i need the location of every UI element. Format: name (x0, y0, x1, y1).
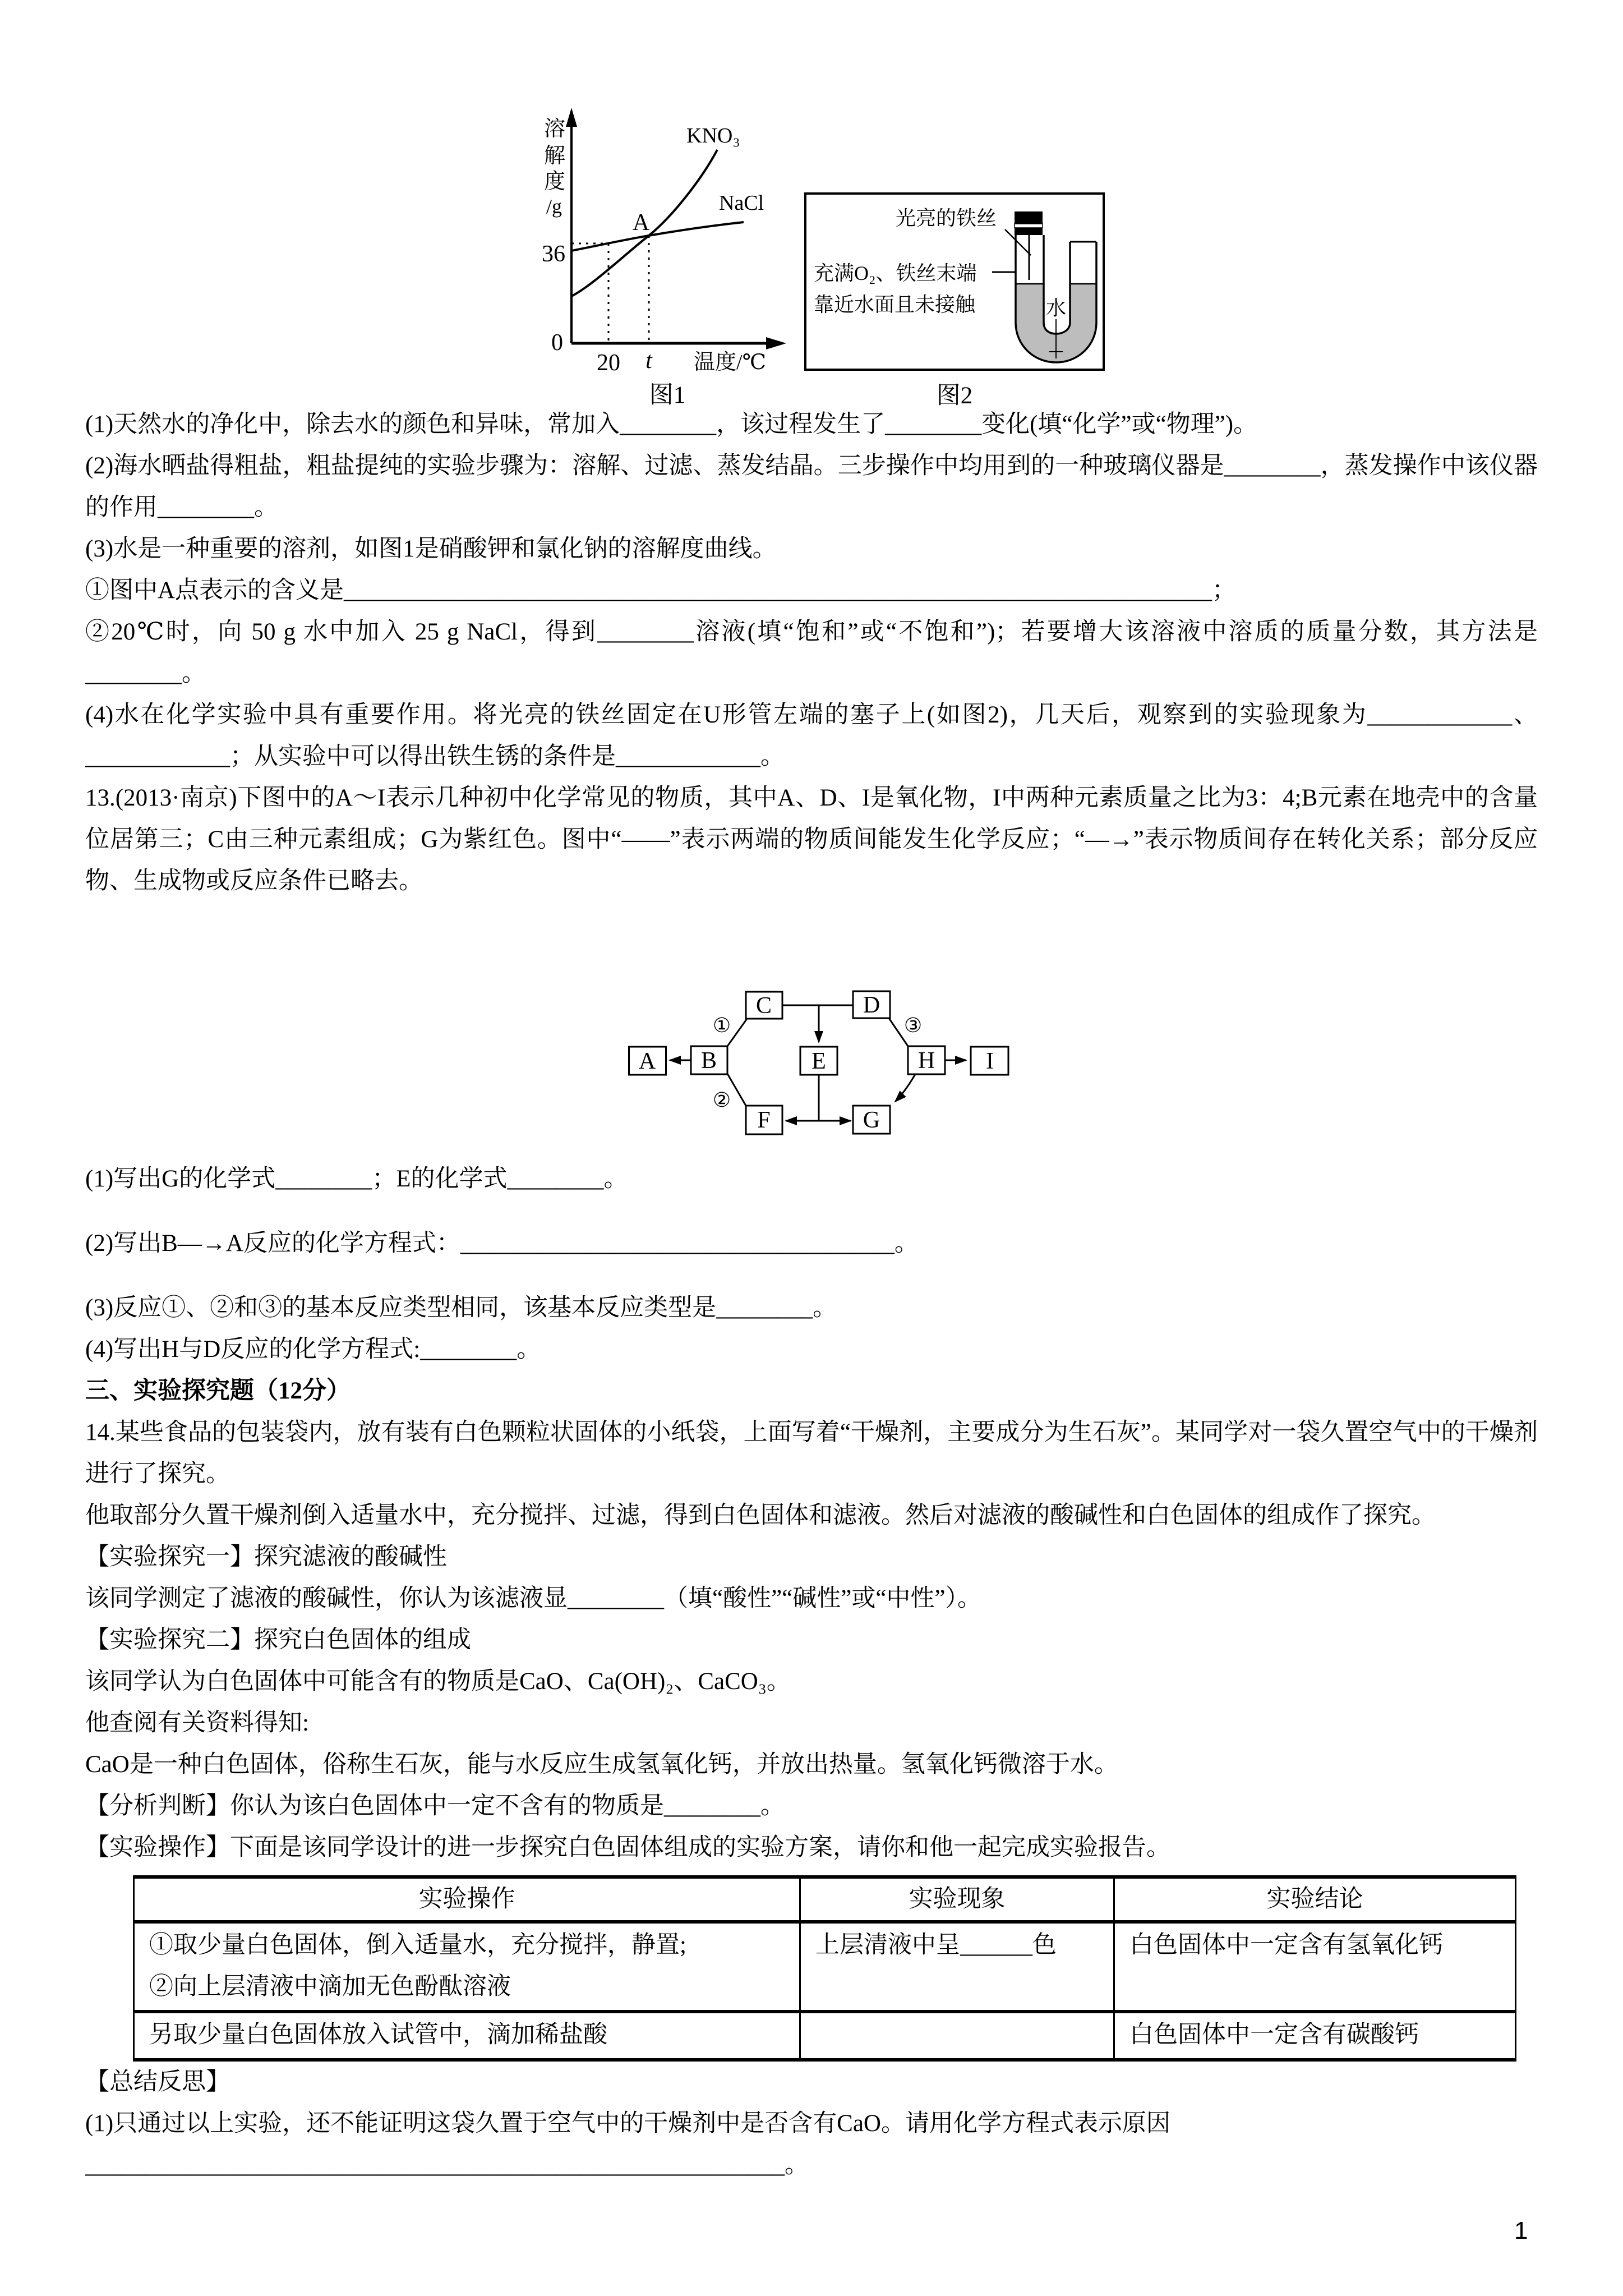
origin-0: 0 (551, 330, 563, 356)
figure-1-caption: 图1 (649, 382, 686, 408)
q12-part2: (2)海水晒盐得粗盐，粗盐提纯的实验步骤为：溶解、过滤、蒸发结晶。三步操作中均用到的一种玻璃仪器是________，蒸发操作中该仪器的作用________。 (85, 453, 1538, 521)
column-header-operation: 实验操作 (134, 1877, 800, 1922)
column-header-conclusion: 实验结论 (1114, 1877, 1516, 1922)
wire-label: 光亮的铁丝 (896, 207, 997, 229)
stopper-bottom (1015, 228, 1043, 235)
q12-part4: (4)水在化学实验中具有重要作用。将光亮的铁丝固定在U形管左端的塞子上(如图2)，几天后，观察到的实验现象为____________、____________；从实验中可以得出铁生锈的条件是____________。 (85, 702, 1538, 770)
node-letter-c: C (755, 993, 772, 1019)
cell-operation-2: 另取少量白色固体放入试管中，滴加稀盐酸 (134, 2012, 800, 2060)
node-letter-a: A (638, 1048, 656, 1074)
q13-intro: 13.(2013·南京)下图中的A～I表示几种初中化学常见的物质，其中A、D、I是氧化物，I中两种元素质量之比为3：4;B元素在地壳中的含量位居第三；C由三种元素组成；G为紫红色。图中“——”表示两端的物质间能发生化学反应；“—→”表示物质间存在转化关系；部分反应物、生成物或反应条件已略去。 (85, 785, 1538, 894)
y-tick-36: 36 (542, 241, 565, 267)
q14-reflection-body: (1)只通过以上实验，还不能证明这袋久置于空气中的干燥剂中是否含有CaO。请用化学方程式表示原因 (85, 2110, 1170, 2137)
y-axis-label-char: 解 (544, 144, 566, 168)
q14-procedure: 他取部分久置干燥剂倒入适量水中，充分搅拌、过滤，得到白色固体和滤液。然后对滤液的酸碱性和白色固体的组成作了探究。 (85, 1502, 1436, 1529)
point-a-label: A (632, 210, 650, 236)
q12-part3-sub2: ②20℃时，向 50 g 水中加入 25 g NaCl，得到________溶液(填“饱和”或“不饱和”)；若要增大该溶液中溶质的质量分数，其方法是________。 (85, 619, 1538, 687)
q14-exploration2-title: 【实验探究二】探究白色固体的组成 (85, 1627, 471, 1653)
q14-reflection-title: 【总结反思】 (85, 2069, 230, 2095)
q14-intro: 14.某些食品的包装袋内，放有装有白色颗粒状固体的小纸袋，上面写着“干燥剂，主要成分为生石灰”。某同学对一袋久置空气中的干燥剂进行了探究。 (85, 1419, 1538, 1487)
cell-phenomenon-2 (800, 2012, 1114, 2060)
y-axis-arrow-icon (566, 108, 577, 127)
reaction-2-label: ② (712, 1089, 731, 1111)
node-letter-i: I (986, 1048, 994, 1074)
q14-judgement: 【分析判断】你认为该白色固体中一定不含有的物质是________。 (85, 1793, 785, 1819)
figure-2-caption: 图2 (936, 383, 973, 409)
operation-step-1: ①取少量白色固体，倒入适量水，充分搅拌，静置; (149, 1932, 686, 1958)
q14-operation-intro: 【实验操作】下面是该同学设计的进一步探究白色固体组成的实验方案，请你和他一起完成实验报告。 (85, 1834, 1170, 1861)
cell-conclusion-2: 白色固体中一定含有碳酸钙 (1114, 2012, 1516, 2060)
table-row (134, 2012, 1516, 2060)
table-row (134, 1922, 1516, 2012)
q13-answer1: (1)写出G的化学式________；E的化学式________。 (85, 1166, 628, 1192)
x-axis-arrow-icon (766, 337, 786, 349)
q13-answer3: (3)反应①、②和③的基本反应类型相同，该基本反应类型是________。 (85, 1295, 837, 1321)
q13-answer2: (2)写出B—→A反应的化学方程式：____________________________________。 (85, 1230, 919, 1257)
reaction-3-label: ③ (903, 1014, 923, 1037)
water-label: 水 (1045, 297, 1067, 319)
x-tick-t: t (645, 348, 652, 374)
q14-reflection-blank: __________________________________________________________。 (85, 2152, 809, 2178)
nacl-curve (571, 222, 744, 251)
figures-row (85, 0, 1538, 409)
q14-exploration2-body: 该同学认为白色固体中可能含有的物质是CaO、Ca(OH)₂、CaCO₃。 (85, 1668, 791, 1695)
kno3-curve-label: KNO₃ (686, 124, 740, 148)
q14-exploration1-title: 【实验探究一】探究滤液的酸碱性 (85, 1544, 447, 1570)
substance-relationship-diagram (628, 988, 1009, 1135)
cell-conclusion-1: 白色固体中一定含有氢氧化钙 (1114, 1922, 1516, 2012)
y-axis-label-char: 溶 (544, 117, 566, 141)
node-letter-e: E (811, 1048, 826, 1074)
experiment-report-table (133, 1875, 1516, 2062)
figure-2-utube-experiment (804, 192, 1105, 410)
node-letter-d: D (863, 992, 880, 1018)
operation-step-2: ②向上层清液中滴加无色酚酞溶液 (149, 1973, 511, 2000)
column-header-phenomenon: 实验现象 (800, 1877, 1114, 1922)
figure-1-solubility-curve (538, 107, 796, 409)
reaction-1-label: ① (712, 1014, 731, 1037)
node-letter-h: H (917, 1048, 935, 1074)
q13-answer4: (4)写出H与D反应的化学方程式:________。 (85, 1336, 541, 1363)
stopper-top (1015, 211, 1043, 224)
oxygen-label-line2: 靠近水面且未接触 (814, 293, 976, 316)
y-axis-label-char: 度 (544, 170, 566, 194)
node-letter-b: B (700, 1048, 717, 1074)
node-letter-f: F (757, 1107, 771, 1133)
solubility-curve-chart (538, 107, 796, 376)
x-axis-label: 温度/℃ (694, 351, 767, 374)
q14-reference-body: CaO是一种白色固体，俗称生石灰，能与水反应生成氢氧化钙，并放出热量。氢氧化钙微溶于水。 (85, 1751, 1118, 1778)
oxygen-label-line1: 充满O₂、铁丝末端 (814, 262, 977, 284)
edge-h-to-g (895, 1074, 915, 1102)
section-3-heading: 三、实验探究题（12分） (85, 1378, 351, 1404)
q12-part1: (1)天然水的净化中，除去水的颜色和异味，常加入________，该过程发生了________变化(填“化学”或“物理”)。 (85, 411, 1258, 438)
y-axis-label-char: /g (546, 195, 562, 218)
nacl-curve-label: NaCl (719, 191, 764, 215)
table-header-row (134, 1877, 1516, 1922)
q14-exploration1-body: 该同学测定了滤液的酸碱性，你认为该滤液显________（填“酸性”“碱性”或“中性”）。 (85, 1585, 982, 1612)
cell-phenomenon-1: 上层清液中呈______色 (800, 1922, 1114, 2012)
node-letter-g: G (863, 1107, 880, 1133)
stopper-band (1015, 224, 1043, 228)
utube-experiment-diagram (804, 192, 1105, 371)
q12-part3-sub1: ①图中A点表示的含义是________________________________________________________________________； (85, 577, 1237, 604)
x-tick-20: 20 (597, 350, 620, 376)
q12-part3: (3)水是一种重要的溶剂，如图1是硝酸钾和氯化钠的溶解度曲线。 (85, 536, 777, 562)
page-number: 1 (1514, 2217, 1528, 2244)
cell-operation-1 (134, 1922, 800, 2012)
q14-reference-intro: 他查阅有关资料得知: (85, 1710, 309, 1736)
